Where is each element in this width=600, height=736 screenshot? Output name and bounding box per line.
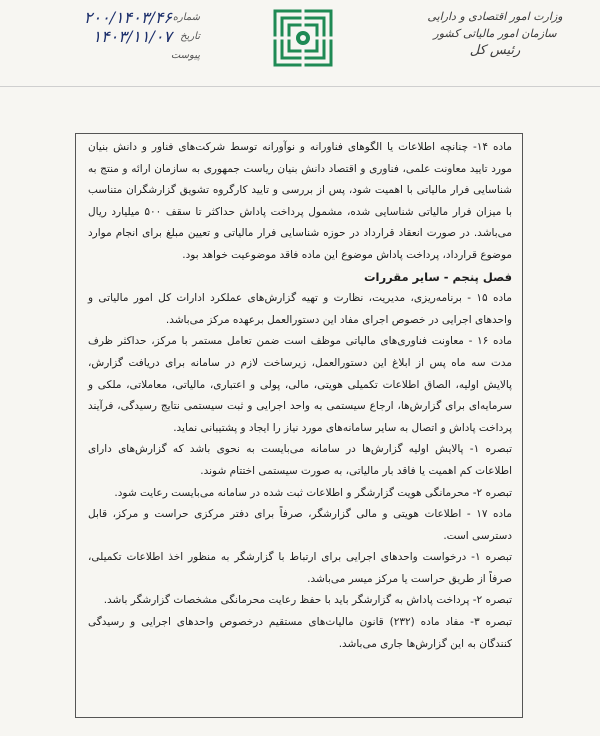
organization-logo-icon: [272, 8, 334, 68]
letter-body: [88, 137, 512, 655]
article-16: ماده ۱۶ - معاونت فناوری‌های مالیاتی موظف است ضمن تعامل مستمر با مرکز، حداکثر ظرف مدت سه ماه پس از ابلاغ این دستورالعمل، زیرساخت لازم در سامانه برای دریافت گزارش، پالایش اولیه، الصاق اطلاعات تکمیلی هویتی، مالی، پولی و اعتباری، مالیاتی، معاملاتی، ملکی و سرمایه‌ای برای گزارش‌ها، ارجاع سیستمی به واحد اجرایی و ثبت سیستمی نتایج رسیدگی، فرآیند پرداخت پاداش و اتصال به سایر سامانه‌های مورد نیاز را ایجاد و پشتیبانی نماید.: [88, 335, 512, 434]
letter-metadata: [60, 10, 200, 67]
article-17: ماده ۱۷ - اطلاعات هویتی و مالی گزارشگر، صرفاً برای دفتر مرکزی حراست و مرکز، قابل دسترسی است.: [88, 508, 512, 542]
article-17-note-3: تبصره ۳- مفاد ماده (۲۳۲) قانون مالیات‌های مستقیم درخصوص واحدهای اجرایی و رسیدگی کنندگان به این گزارش‌ها جاری می‌باشد.: [88, 616, 512, 650]
article-16-note-1: تبصره ۱- پالایش اولیه گزارش‌ها در سامانه می‌بایست به نحوی باشد که گزارش‌های دارای اطلاعات کم اهمیت یا فاقد بار مالیاتی، به صورت سیستمی اختتام شوند.: [88, 443, 512, 477]
letter-number: ۲۰۰/۱۴۰۳/۴۶: [83, 8, 172, 27]
signatory-title: رئیس کل: [469, 43, 521, 58]
organization-header: [410, 8, 580, 59]
organization-name: سازمان امور مالیاتی کشور: [433, 27, 557, 40]
letter-date: ۱۴۰۳/۱۱/۰۷: [92, 27, 172, 46]
date-label: تاریخ: [180, 31, 200, 42]
article-16-note-2: تبصره ۲- محرمانگی هویت گزارشگر و اطلاعات ثبت شده در سامانه می‌بایست رعایت شود.: [114, 486, 512, 499]
attachment-label: پیوست: [170, 50, 200, 61]
article-14: ماده ۱۴- چنانچه اطلاعات یا الگوهای فناورانه و نوآورانه توسط شرکت‌های فناور و دانش بنیان مورد تایید معاونت علمی، فناوری و اقتصاد دانش بنیان ریاست جمهوری به سازمان ارائه و منتج به شناسایی فرار مالیاتی با اهمیت شود، پس از بررسی و تایید کارگروه تشویق گزارشگران متناسب با میزان فرار مالیاتی شناسایی شده، مشمول پرداخت پاداش حداکثر تا سقف ۵۰۰ میلیارد ریال می‌باشد. در صورت انعقاد قرارداد در حوزه شناسایی فرار مالیاتی و تعیین مبلغ برای انجام موارد موضوع قرارداد، پرداخت پاداش موضوع این ماده فاقد موضوعیت خواهد بود.: [88, 141, 512, 261]
header-divider: [0, 86, 600, 87]
article-17-note-2: تبصره ۲- پرداخت پاداش به گزارشگر باید با حفظ رعایت محرمانگی مشخصات گزارشگر باشد.: [103, 594, 512, 607]
ministry-name: وزارت امور اقتصادی و دارایی: [427, 10, 563, 23]
chapter-five-heading: فصل پنجم - سایر مقررات: [363, 269, 512, 284]
number-label: شماره: [172, 12, 200, 23]
article-17-note-1: تبصره ۱- درخواست واحدهای اجرایی برای ارتباط با گزارشگر به منظور اخذ اطلاعات تکمیلی، صرفاً از طریق حراست یا مرکز میسر می‌باشد.: [88, 551, 512, 585]
article-15: ماده ۱۵ - برنامه‌ریزی، مدیریت، نظارت و تهیه گزارش‌های عملکرد ادارات کل امور مالیاتی و واحدهای اجرایی در خصوص اجرای مفاد این دستورالعمل برعهده مرکز می‌باشد.: [88, 292, 512, 326]
